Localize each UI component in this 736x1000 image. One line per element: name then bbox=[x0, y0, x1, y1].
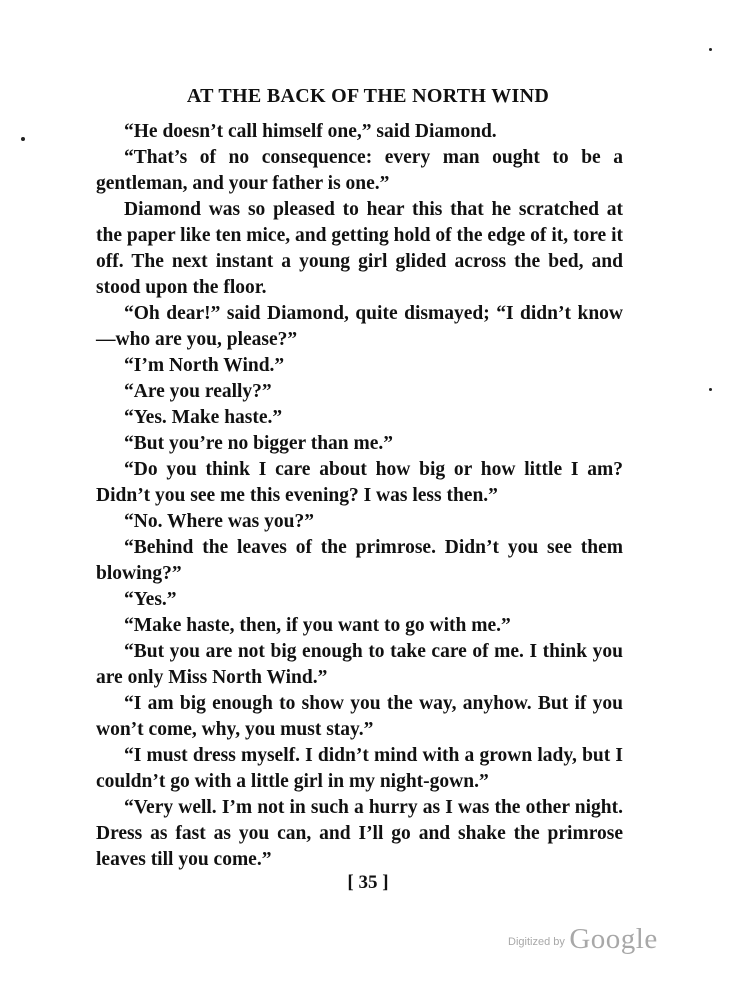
paragraph: “No. Where was you?” bbox=[124, 511, 314, 532]
paragraph: “Make haste, then, if you want to go with me.” bbox=[124, 615, 511, 636]
paragraph: “I’m North Wind.” bbox=[124, 355, 285, 376]
paragraph: “Do you think I care about how big or how little I am? Didn’t you see me this evening? I was less then.” bbox=[96, 459, 623, 506]
paragraph: “I must dress myself. I didn’t mind with a grown lady, but I couldn’t go with a little girl in my night-gown.” bbox=[96, 745, 623, 792]
page-number: [ 35 ] bbox=[347, 872, 389, 893]
paragraph: “Are you really?” bbox=[124, 381, 272, 402]
paragraph: “He doesn’t call himself one,” said Diamond. bbox=[124, 121, 497, 142]
paragraph: “That’s of no consequence: every man ought to be a gentleman, and your father is one.” bbox=[96, 147, 623, 194]
paragraph: “But you are not big enough to take care of me. I think you are only Miss North Wind.” bbox=[96, 641, 623, 688]
google-logo: Google bbox=[569, 923, 658, 955]
running-head: AT THE BACK OF THE NORTH WIND bbox=[186, 85, 550, 107]
margin-speck bbox=[21, 137, 25, 141]
digitized-by-google-watermark bbox=[508, 923, 658, 956]
margin-speck bbox=[709, 388, 712, 391]
watermark-prefix: Digitized by bbox=[508, 936, 565, 948]
paragraph: “Oh dear!” said Diamond, quite dismayed; “I didn’t know—who are you, please?” bbox=[96, 303, 623, 350]
body-text bbox=[96, 119, 623, 873]
paragraph: “Yes. Make haste.” bbox=[124, 407, 283, 428]
paragraph: “Very well. I’m not in such a hurry as I was the other night. Dress as fast as you can, and I’ll go and shake the primrose leaves till you come.” bbox=[96, 797, 623, 870]
margin-speck bbox=[709, 48, 712, 51]
paragraph: “Yes.” bbox=[124, 589, 177, 610]
paragraph: Diamond was so pleased to hear this that he scratched at the paper like ten mice, and getting hold of the edge of it, tore it off. The next instant a young girl glided across the bed, and stood upon the floor. bbox=[96, 199, 623, 298]
paragraph: “I am big enough to show you the way, anyhow. But if you won’t come, why, you must stay.” bbox=[96, 693, 623, 740]
paragraph: “Behind the leaves of the primrose. Didn’t you see them blowing?” bbox=[96, 537, 623, 584]
paragraph: “But you’re no bigger than me.” bbox=[124, 433, 394, 454]
